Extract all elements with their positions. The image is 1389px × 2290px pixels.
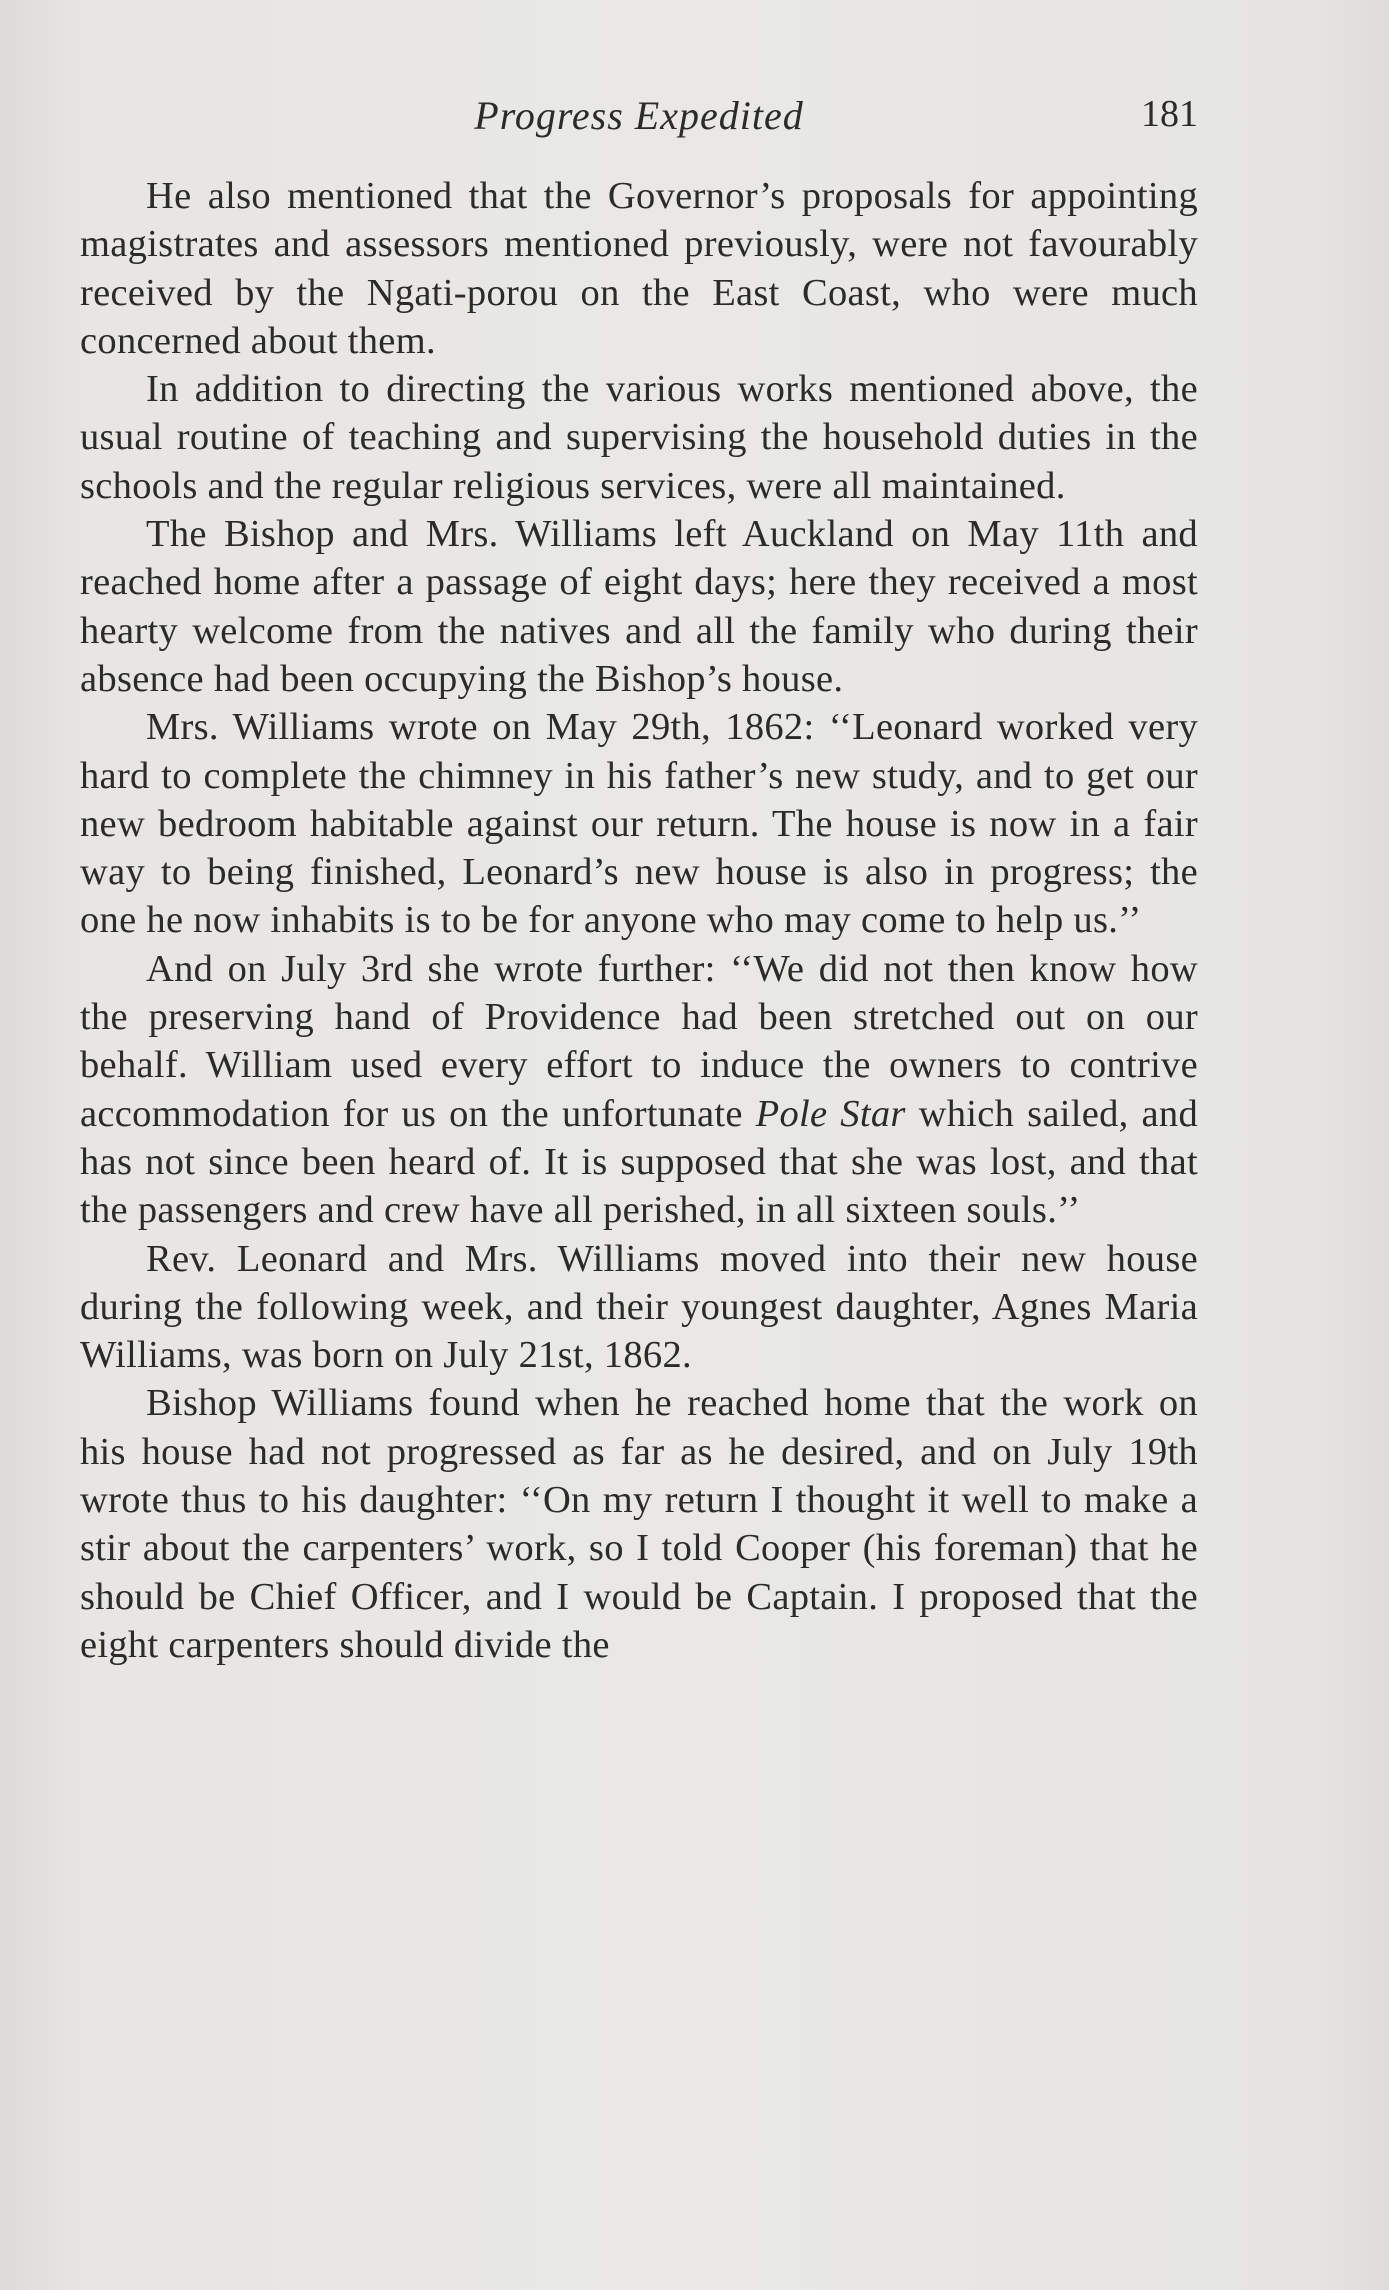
ship-name: Pole Star (755, 1092, 906, 1135)
body-text (80, 172, 1198, 1669)
page-header (80, 92, 1198, 152)
paragraph-letter-july (80, 945, 1198, 1235)
running-title: Progress Expedited (474, 93, 804, 138)
page-number: 181 (1141, 93, 1198, 135)
paragraph-routine-duties: In addition to directing the various works mentioned above, the usual routine of teaching and supervising the household duties in the schools and the regular religious services, were all maintained. (80, 368, 1198, 507)
paragraph-governor-proposals: He also mentioned that the Governor’s proposals for appointing magistrates and assessors mentioned previously, were not favourably received by the Ngati-porou on the East Coast, who were much concerned about them. (80, 175, 1198, 362)
paragraph-letter-july-after: which sailed, and has not since been heard of. It is supposed that she was lost, and that the passengers and crew have all perished, in all sixteen souls.’’ (80, 1092, 1198, 1232)
paragraph-new-house: Rev. Leonard and Mrs. Williams moved into their new house during the following week, and their youngest daughter, Agnes Maria Williams, was born on July 21st, 1862. (80, 1237, 1198, 1377)
paragraph-letter-july-before: And on July 3rd she wrote further: ‘‘We did not then know how the preserving hand of Providence had been stretched out on our behalf. William used every effort to induce the owners to contrive accommodation for us on the unfortunate (80, 947, 1198, 1135)
paragraph-bishop-letter: Bishop Williams found when he reached home that the work on his house had not progressed as far as he desired, and on July 19th wrote thus to his daughter: ‘‘On my return I thought it well to make a stir about the carpenters’ work, so I told Cooper (his foreman) that he should be Chief Officer, and I would be Captain. I proposed that the eight carpenters should divide the (80, 1382, 1198, 1666)
paragraph-return-home: The Bishop and Mrs. Williams left Auckland on May 11th and reached home after a passage of eight days; here they received a most hearty welcome from the natives and all the family who during their absence had been occupying the Bishop’s house. (80, 513, 1198, 700)
paragraph-letter-may: Mrs. Williams wrote on May 29th, 1862: ‘‘Leonard worked very hard to complete the chimney in his father’s new study, and to get our new bedroom habitable against our return. The house is now in a fair way to being finished, Leonard’s new house is also in progress; the one he now inhabits is to be for anyone who may come to help us.’’ (80, 706, 1198, 942)
